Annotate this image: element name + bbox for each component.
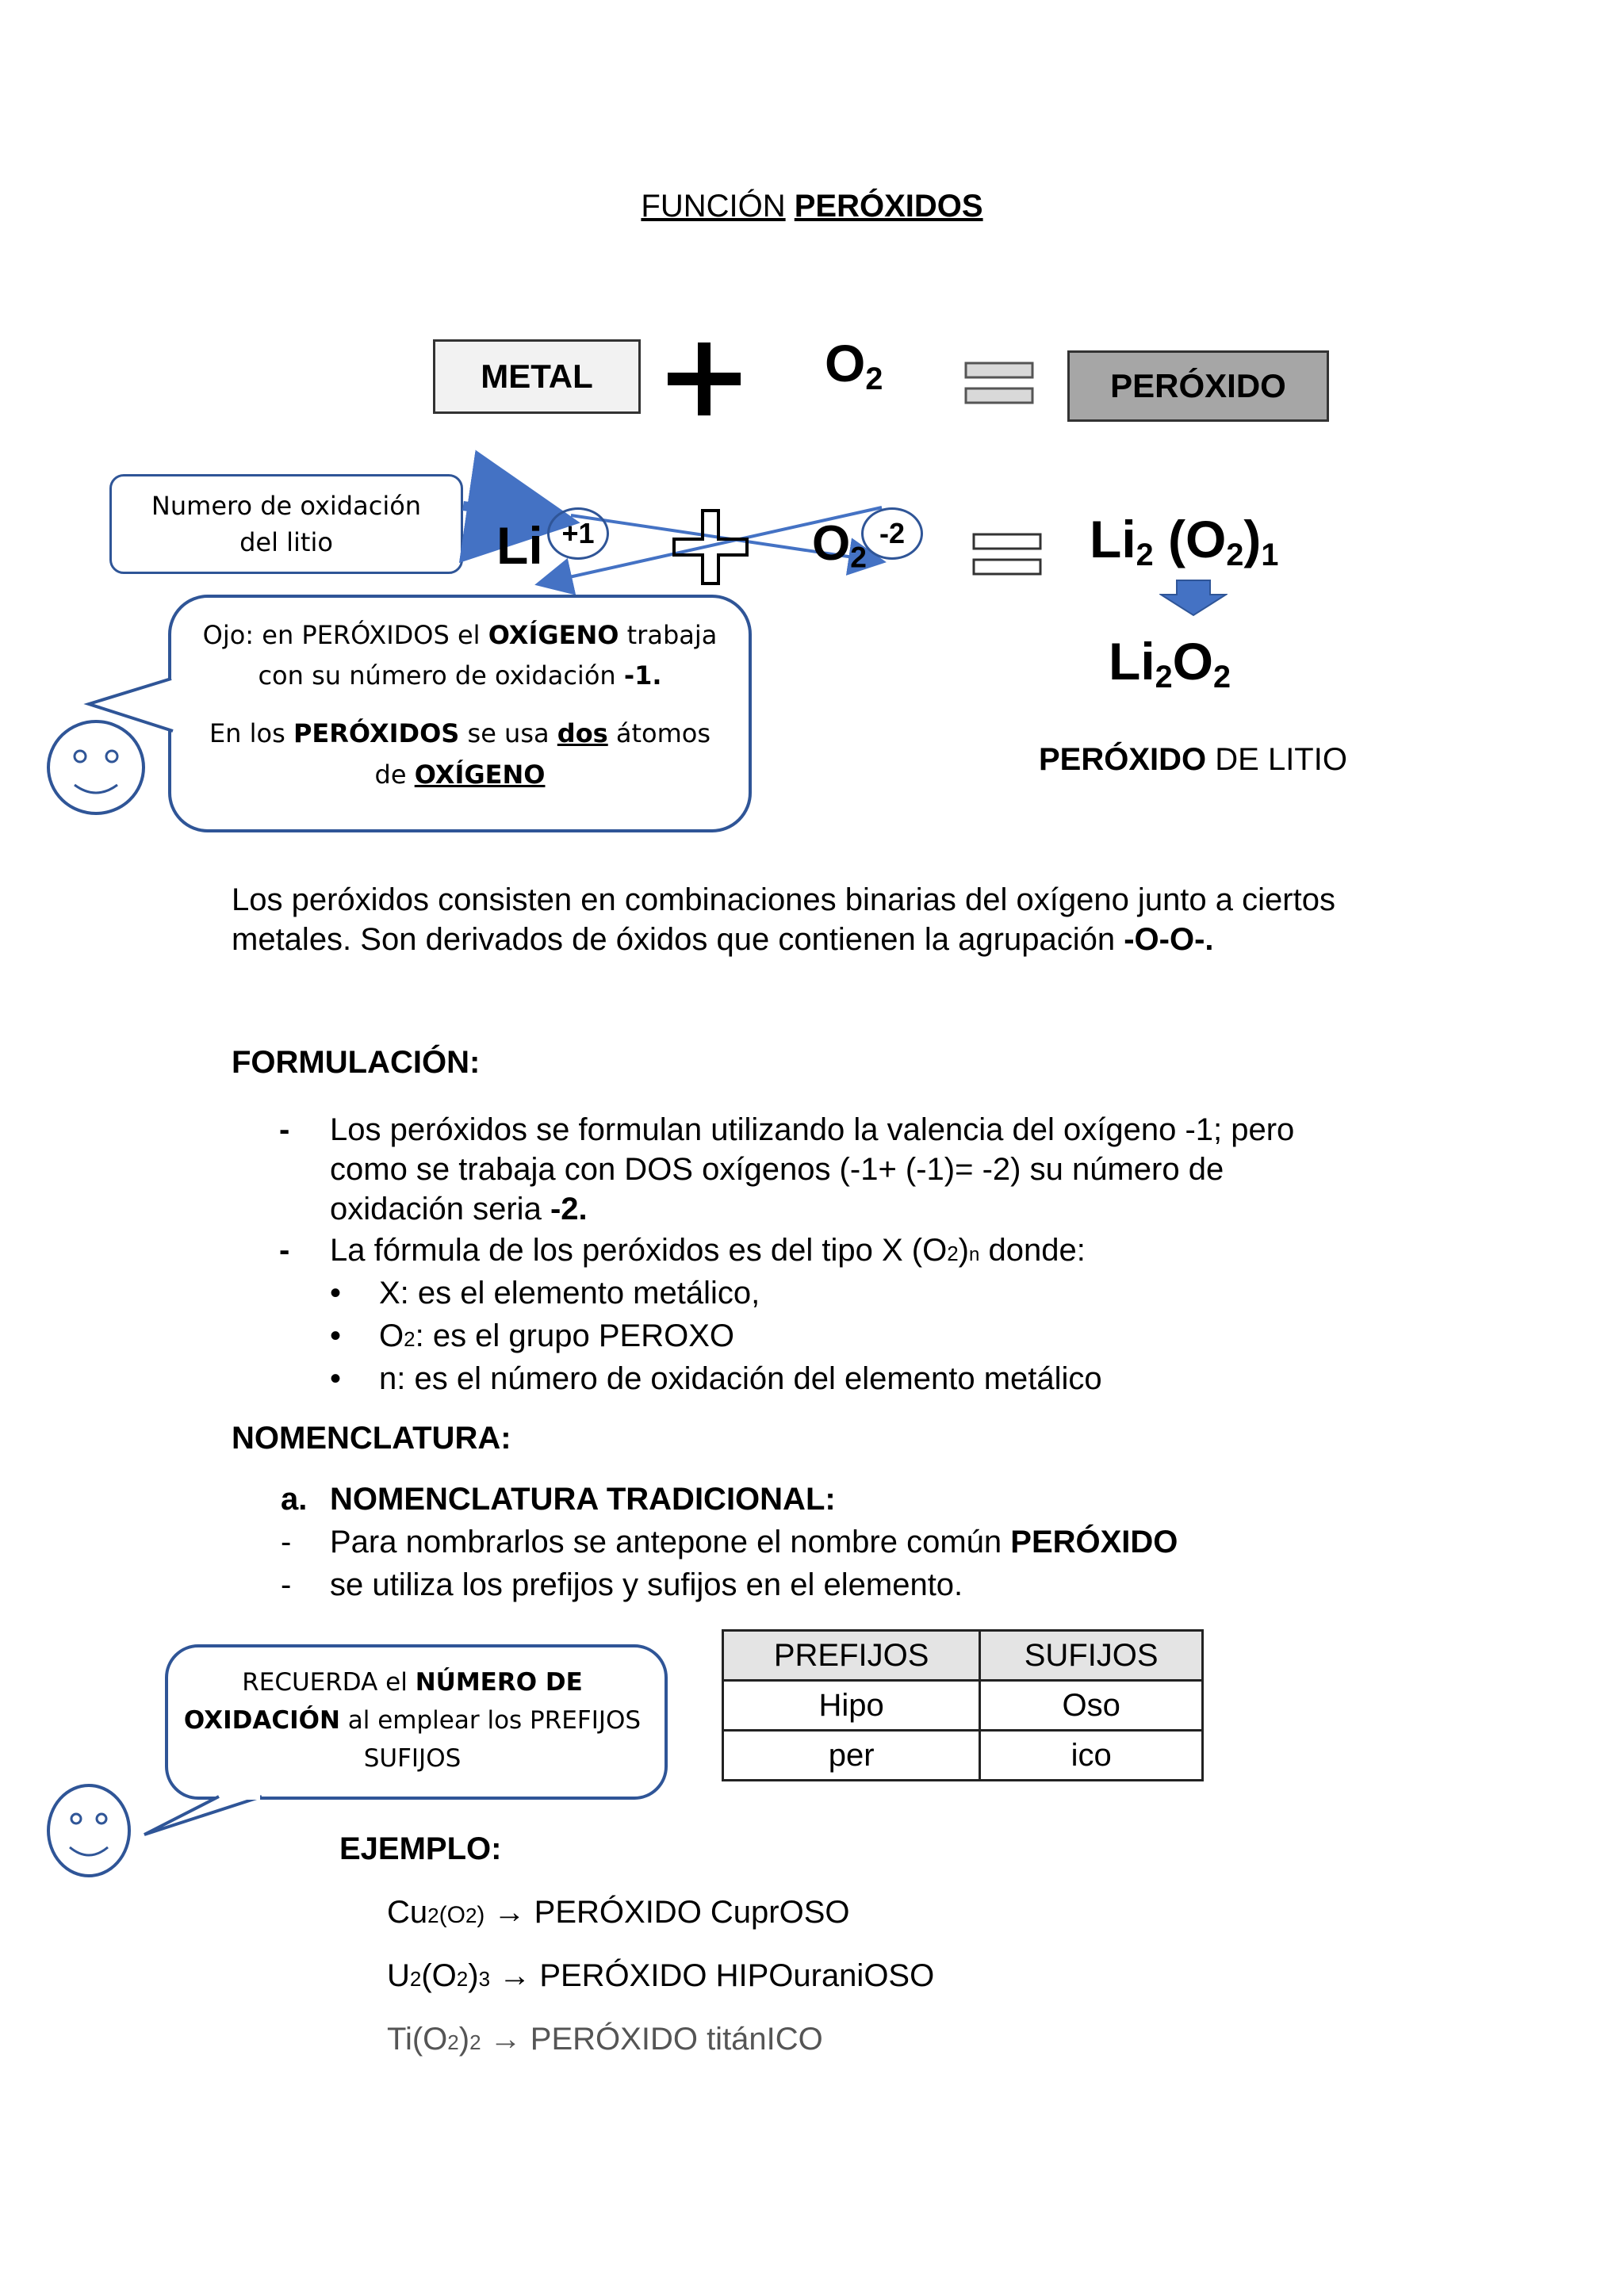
affix-table	[722, 1629, 1204, 1781]
table-row	[723, 1731, 1203, 1781]
down-arrow-icon	[1159, 579, 1228, 617]
peroxide-note: Ojo: en PERÓXIDOS el OXÍGENO trabaja con su número de oxidación -1. En los PERÓXIDOS se usa dos átomos de OXÍGENO	[202, 620, 718, 790]
lithium-symbol: Li	[496, 516, 543, 575]
formulacion-heading: FORMULACIÓN:	[232, 1045, 481, 1080]
right-arrow-icon: →	[493, 1895, 526, 1930]
example-1: Cu2(O2) → PERÓXIDO CuprOSO	[387, 1895, 850, 1930]
table-cell: per	[723, 1731, 980, 1781]
o2-reactant: $O_2$	[825, 334, 883, 396]
list-item: • X: es el elemento metálico,	[330, 1276, 760, 1311]
equals-icon-2	[972, 533, 1042, 577]
table-cell: ico	[980, 1731, 1203, 1781]
o2-symbol: $O_2$	[812, 516, 867, 574]
list-item: • O2: es el grupo PEROXO	[330, 1318, 734, 1353]
table-header: PREFIJOS	[723, 1631, 980, 1681]
nomenclatura-item-1: - Para nombrarlos se antepone el nombre común PERÓXIDO	[281, 1525, 1178, 1559]
peroxido-box: PERÓXIDO	[1067, 350, 1329, 422]
nomenclatura-subheading: a. NOMENCLATURA TRADICIONAL:	[281, 1482, 836, 1517]
smiley-face-icon	[44, 718, 147, 817]
table-header: SUFIJOS	[980, 1631, 1203, 1681]
formulacion-item-2-dash: -	[279, 1233, 290, 1268]
table-header-row	[723, 1631, 1203, 1681]
recuerda-note: RECUERDA el NÚMERO DE OXIDACIÓN al emplear los PREFIJOS SUFIJOS	[183, 1668, 642, 1774]
plus-outline-icon	[671, 507, 750, 587]
nomenclatura-item-2: - se utiliza los prefijos y sufijos en el elemento.	[281, 1567, 963, 1602]
intro-paragraph: Los peróxidos consisten en combinaciones binarias del oxígeno junto a ciertos metales. Son derivados de óxidos que contienen la agrupación -O-O-.	[232, 882, 1335, 957]
compound-name: PERÓXIDO DE LITIO	[1039, 742, 1347, 777]
metal-box: METAL	[433, 339, 641, 414]
example-3: Ti(O2)2 → PERÓXIDO titánICO	[387, 2022, 823, 2057]
formulacion-item-1: -	[279, 1112, 290, 1147]
right-arrow-icon: →	[489, 2022, 522, 2057]
formulacion-item-1-text: Los peróxidos se formulan utilizando la valencia del oxígeno -1; pero como se trabaja con DOS oxígenos (-1+ (-1)= -2) su número de oxidación seria -2.	[330, 1112, 1295, 1226]
table-row	[723, 1681, 1203, 1731]
ejemplo-heading: EJEMPLO:	[339, 1831, 502, 1866]
smiley-face-icon-2	[44, 1782, 133, 1879]
table-cell: Oso	[980, 1681, 1203, 1731]
product-formula: $Li_2$ $(O_2)_1$	[1090, 510, 1279, 572]
final-formula: $Li_2O_2$	[1109, 632, 1231, 695]
list-item: • n: es el número de oxidación del elemento metálico	[330, 1361, 1102, 1396]
table-cell: Hipo	[723, 1681, 980, 1731]
formulacion-item-2: La fórmula de los peróxidos es del tipo X (O2)n donde:	[330, 1233, 1086, 1268]
page-title: FUNCIÓN PERÓXIDOS	[641, 189, 983, 224]
nomenclatura-heading: NOMENCLATURA:	[232, 1421, 511, 1456]
oxidation-number-callout: Numero de oxidación del litio	[109, 474, 463, 574]
right-arrow-icon: →	[499, 1958, 531, 1993]
bullet-list	[330, 1273, 1102, 1402]
lithium-ox-circle: +1	[547, 507, 609, 560]
example-2: U2(O2)3 → PERÓXIDO HIPOuraniOSO	[387, 1958, 935, 1993]
oxygen-ox-circle: -2	[861, 507, 923, 560]
